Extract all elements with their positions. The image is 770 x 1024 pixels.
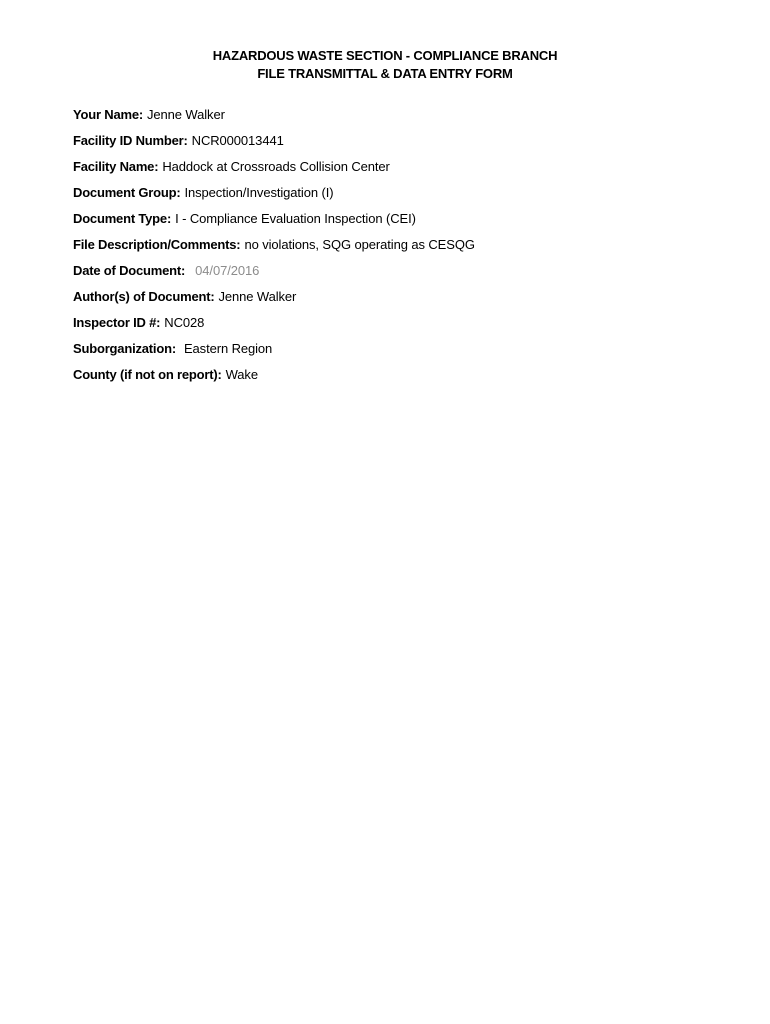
file-description-label: File Description/Comments:: [73, 237, 241, 252]
field-suborganization: [73, 340, 723, 366]
facility-id-label: Facility ID Number:: [73, 133, 188, 148]
county-label: County (if not on report):: [73, 367, 222, 382]
suborganization-value: Eastern Region: [183, 341, 273, 356]
file-description-value: no violations, SQG operating as CESQG: [244, 237, 475, 252]
your-name-value: Jenne Walker: [147, 107, 225, 122]
inspector-id-label: Inspector ID #:: [73, 315, 161, 330]
form-title: FILE TRANSMITTAL & DATA ENTRY FORM: [257, 66, 513, 81]
authors-value: Jenne Walker: [218, 289, 297, 304]
date-of-document-label: Date of Document:: [73, 263, 186, 278]
document-type-label: Document Type:: [73, 211, 172, 226]
field-date-of-document: [73, 262, 723, 288]
field-authors: [73, 288, 723, 314]
field-document-group: [73, 184, 723, 210]
date-of-document-value: 04/07/2016: [195, 263, 260, 278]
field-document-type: [73, 210, 723, 236]
document-group-label: Document Group:: [73, 185, 181, 200]
document-group-value: Inspection/Investigation (I): [184, 185, 334, 200]
document-type-value: I - Compliance Evaluation Inspection (CEI): [175, 211, 416, 226]
suborganization-label: Suborganization:: [73, 341, 176, 356]
facility-name-label: Facility Name:: [73, 159, 159, 174]
field-facility-name: [73, 158, 723, 184]
authors-label: Author(s) of Document:: [73, 289, 215, 304]
field-county: [73, 366, 723, 392]
your-name-label: Your Name:: [73, 107, 143, 122]
facility-id-value: NCR000013441: [191, 133, 284, 148]
field-facility-id: [73, 132, 723, 158]
facility-name-value: Haddock at Crossroads Collision Center: [162, 159, 390, 174]
inspector-id-value: NC028: [164, 315, 205, 330]
field-inspector-id: [73, 314, 723, 340]
field-file-description: [73, 236, 723, 262]
form-fields: [73, 106, 723, 392]
county-value: Wake: [225, 367, 258, 382]
section-title: HAZARDOUS WASTE SECTION - COMPLIANCE BRANCH: [212, 48, 558, 63]
field-your-name: [73, 106, 723, 132]
form-header: [0, 47, 770, 83]
